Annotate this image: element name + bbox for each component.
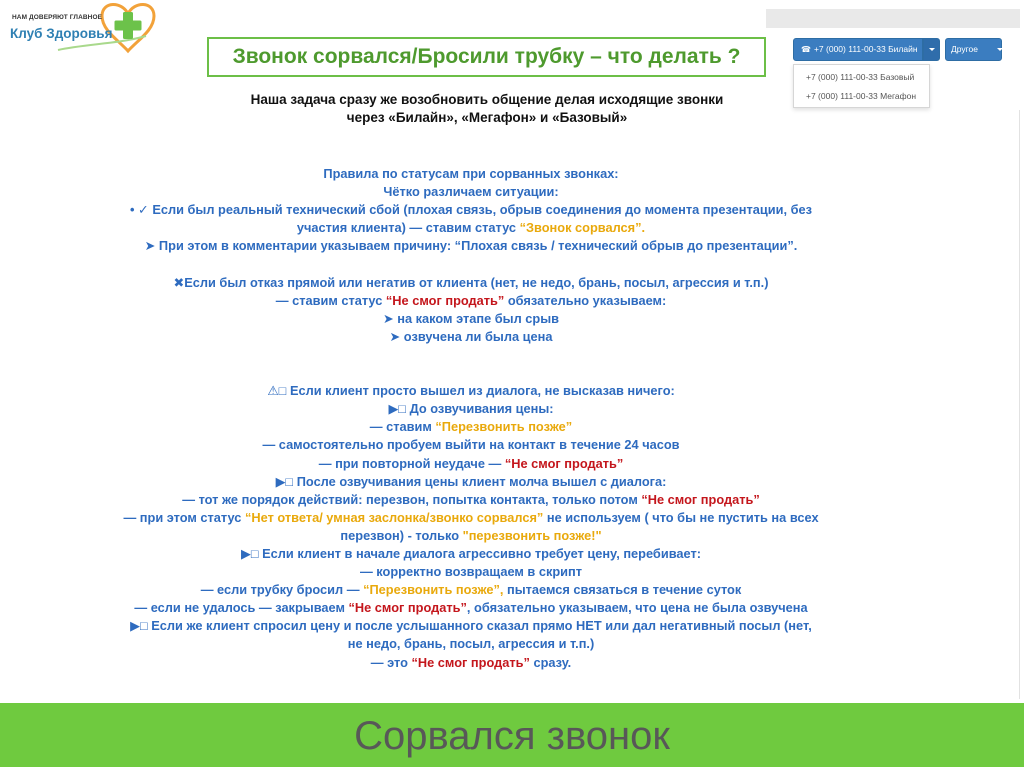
- club-logo: [0, 0, 165, 56]
- rule-text: ▶□ Если клиент в начале диалога агрессивно требует цену, перебивает:: [241, 545, 701, 561]
- widget-toolbar: [766, 9, 1020, 28]
- rule-text: — ставим статус: [275, 292, 386, 308]
- rule-text: не недо, брань, посыл, агрессия и т.п.): [347, 636, 595, 652]
- rule-line: [0, 328, 942, 346]
- rule-section: [0, 382, 942, 672]
- logo-tagline: НАМ ДОВЕРЯЮТ ГЛАВНОЕ: [12, 14, 103, 21]
- rule-line: [0, 599, 942, 617]
- footer-title: Сорвался звонок: [354, 714, 670, 758]
- status-highlight: “Не смог продать”: [385, 292, 505, 308]
- rule-line: [0, 237, 942, 255]
- caret-down-icon: [997, 48, 1003, 51]
- rule-text: Правила по статусам при сорванных звонках:: [323, 166, 619, 181]
- rule-text: Чётко различаем ситуации:: [383, 184, 559, 200]
- status-highlight: “Нет ответа/ умная заслонка/звонко сорвался”: [244, 509, 544, 525]
- rule-line: [0, 201, 942, 219]
- rule-text: ▶□ После озвучивания цены клиент молча вышел с диалога:: [275, 473, 667, 489]
- status-highlight: “Не смог продать”: [411, 654, 530, 670]
- rule-line: [0, 491, 942, 509]
- rule-line: [0, 400, 942, 418]
- rule-line: [0, 509, 942, 527]
- phone-icon: [801, 44, 814, 54]
- rule-line: [0, 165, 942, 183]
- rule-text: — при повторной неудаче —: [318, 455, 505, 471]
- rule-text: — самостоятельно пробуем выйти на контакт в течение 24 часов: [262, 437, 680, 453]
- rule-line: [0, 455, 942, 473]
- rule-text: — тот же порядок действий: перезвон, попытка контакта, только потом: [182, 491, 642, 507]
- rule-line: [0, 292, 942, 310]
- rule-line: [0, 310, 942, 328]
- rule-text: , обязательно указываем, что цена не была озвучена: [466, 600, 808, 616]
- caret-down-icon: [929, 48, 935, 51]
- rule-text: — это: [370, 654, 412, 670]
- task-line: Наша задача сразу же возобновить общение делая исходящие звонки: [250, 92, 724, 107]
- rule-text: перезвон) - только: [340, 527, 463, 543]
- status-rules: [0, 165, 942, 672]
- rule-text: — при этом статус: [123, 509, 245, 525]
- logo-brand-name: Клуб Здоровья: [10, 26, 113, 41]
- status-highlight: “Перезвонить позже”: [435, 419, 573, 435]
- slide-title: Звонок сорвался/Бросили трубку – что делать ?: [207, 37, 766, 77]
- rule-line: [0, 382, 942, 400]
- rule-line: [0, 183, 942, 201]
- menu-item-bazovy[interactable]: +7 (000) 111-00-33 Базовый: [806, 72, 915, 82]
- footer-banner: [0, 703, 1024, 767]
- slide-edge-divider: [1019, 9, 1020, 699]
- rule-text: ▶□ Если же клиент спросил цену и после услышанного сказал прямо НЕТ или дал негативный посыл (нет,: [130, 618, 812, 634]
- status-highlight: "перезвонить позже!": [462, 527, 602, 543]
- rule-text: — если трубку бросил —: [200, 582, 364, 598]
- rule-text: сразу.: [529, 654, 572, 670]
- other-button[interactable]: [945, 38, 1002, 61]
- task-line: через «Билайн», «Мегафон» и «Базовый»: [346, 110, 628, 125]
- rule-text: пытаемся связаться в течение суток: [503, 582, 742, 598]
- rule-text: ▶□ До озвучивания цены:: [388, 401, 554, 417]
- rule-line: [0, 274, 942, 292]
- rule-text: — если не удалось — закрываем: [134, 600, 349, 616]
- beeline-line-button[interactable]: [793, 38, 923, 61]
- rule-line: [0, 436, 942, 454]
- rule-text: ➤ озвучена ли была цена: [389, 328, 553, 344]
- rule-line: [0, 527, 942, 545]
- rule-line: [0, 473, 942, 491]
- task-statement: [0, 91, 974, 127]
- rule-line: [0, 545, 942, 563]
- line-dropdown-toggle[interactable]: [923, 38, 940, 61]
- other-button-label: Другое: [951, 44, 979, 54]
- rule-text: ➤ на каком этапе был срыв: [382, 310, 560, 326]
- rule-line: [0, 563, 942, 581]
- rule-text: — корректно возвращаем в скрипт: [359, 564, 583, 580]
- rule-text: не используем ( что бы не пустить на всех: [543, 509, 819, 525]
- rule-line: [0, 617, 942, 635]
- rule-section: [0, 165, 942, 255]
- status-highlight: “Не смог продать”: [504, 455, 624, 471]
- rule-text: • ✓ Если был реальный технический сбой (плохая связь, обрыв соединения до момента презентации, без: [130, 202, 812, 218]
- primary-line-label: +7 (000) 111-00-33 Билайн: [813, 44, 918, 54]
- rule-section: [0, 274, 942, 346]
- rule-text: ✖Если был отказ прямой или негатив от клиента (нет, не недо, брань, посыл, агрессия и т.п.): [173, 274, 769, 290]
- rule-line: [0, 219, 942, 237]
- rule-text: участия клиента) — ставим статус: [296, 220, 520, 236]
- status-highlight: “Не смог продать”: [348, 600, 467, 616]
- rule-text: ⚠□ Если клиент просто вышел из диалога, не высказав ничего:: [267, 383, 675, 399]
- rule-line: [0, 654, 942, 672]
- status-highlight: “Не смог продать”: [641, 491, 760, 507]
- rule-line: [0, 418, 942, 436]
- rule-text: ➤ При этом в комментарии указываем причину: “Плохая связь / технический обрыв до презентации”.: [144, 238, 798, 254]
- status-highlight: “Звонок сорвался”.: [519, 220, 646, 236]
- rule-line: [0, 635, 942, 653]
- rule-text: — ставим: [369, 419, 436, 435]
- status-highlight: “Перезвонить позже”,: [363, 582, 504, 598]
- menu-item-megafon[interactable]: +7 (000) 111-00-33 Мегафон: [806, 91, 917, 101]
- rule-line: [0, 581, 942, 599]
- rule-text: обязательно указываем:: [504, 292, 667, 308]
